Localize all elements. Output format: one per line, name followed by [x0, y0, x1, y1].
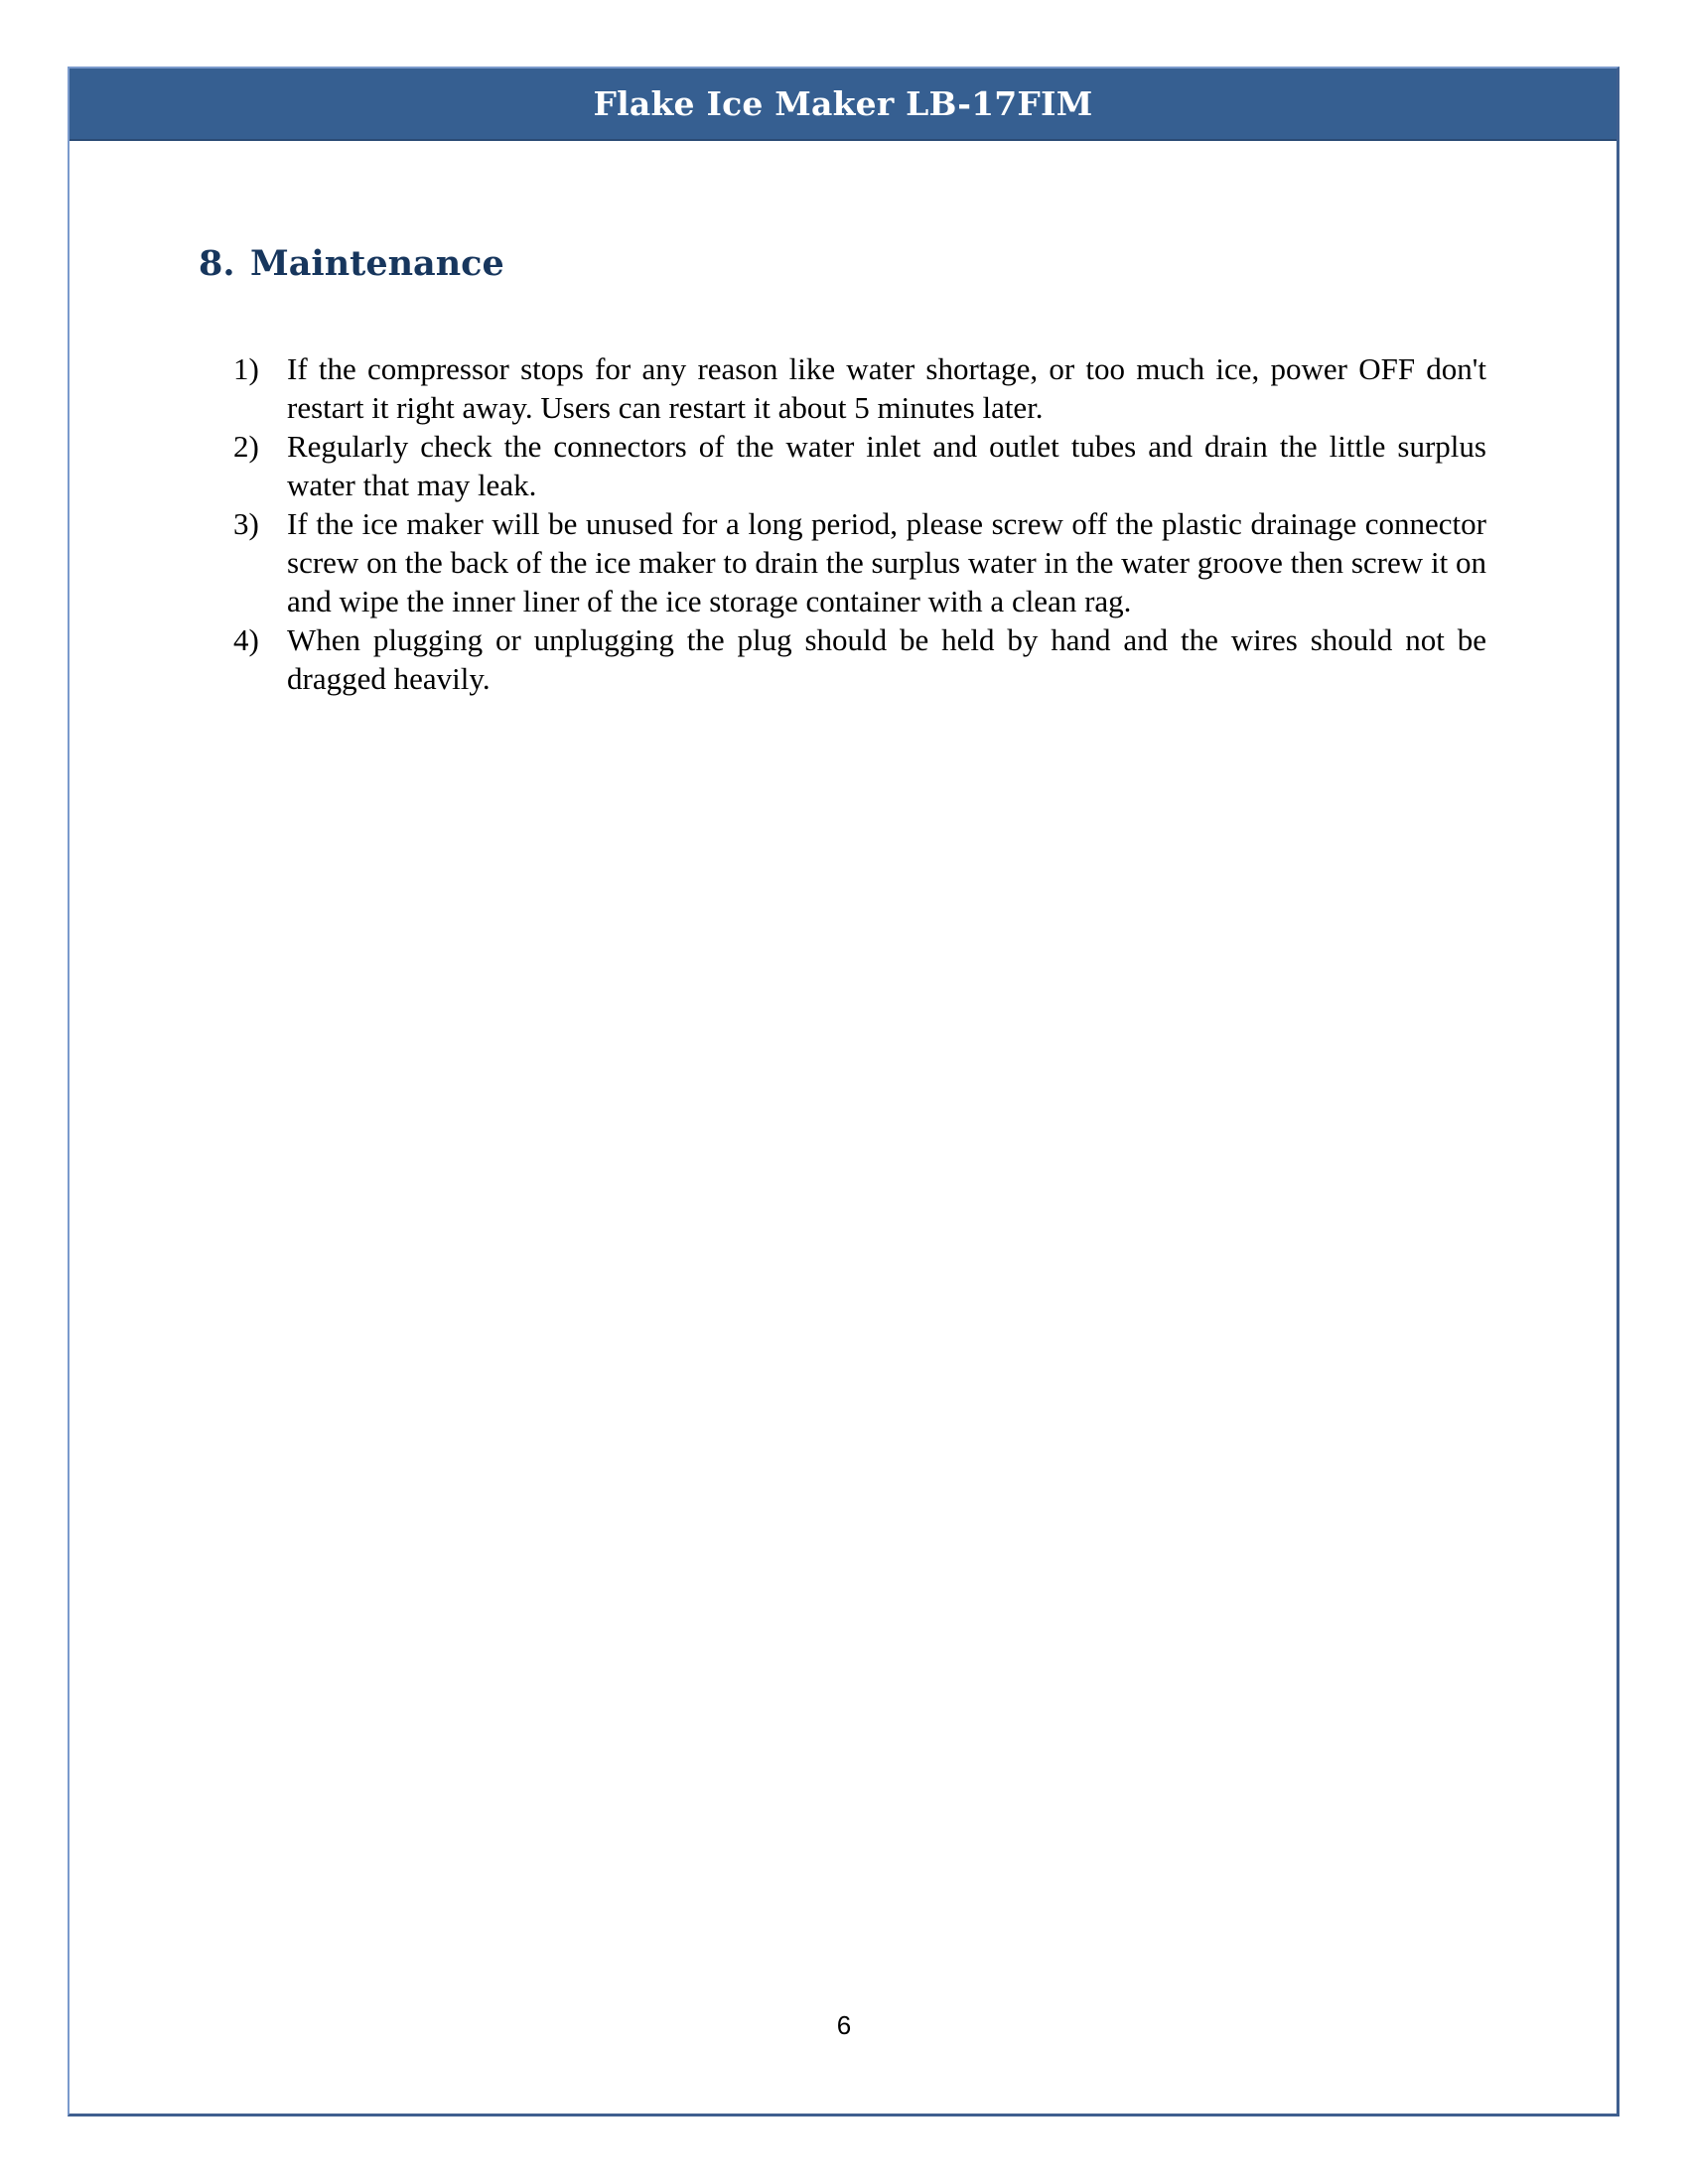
maintenance-list: [233, 349, 1486, 698]
section-title: Maintenance: [250, 243, 504, 284]
page-number: 6: [836, 2010, 852, 2040]
list-item: [233, 620, 1486, 698]
list-item: [233, 349, 1486, 427]
list-item: [233, 427, 1486, 504]
document-title: Flake Ice Maker LB-17FIM: [593, 84, 1093, 123]
list-item: [233, 504, 1486, 620]
list-item-marker: 4): [233, 622, 259, 657]
list-item-marker: 2): [233, 429, 259, 464]
header-bar: [70, 68, 1617, 141]
section-number: 8.: [199, 243, 235, 284]
list-item-text: If the ice maker will be unused for a long period, please screw off the plastic drainage connector screw on the back of the ice maker to drain the surplus water in the water groove then screw it on and wipe the inner liner of the ice storage container with a clean rag.: [287, 506, 1486, 618]
list-item-marker: 1): [233, 351, 259, 386]
list-item-text: If the compressor stops for any reason like water shortage, or too much ice, power OFF don't restart it right away. Users can restart it about 5 minutes later.: [287, 351, 1486, 425]
list-item-text: When plugging or unplugging the plug should be held by hand and the wires should not be dragged heavily.: [287, 622, 1486, 696]
section-heading: [199, 243, 504, 284]
list-item-text: Regularly check the connectors of the water inlet and outlet tubes and drain the little surplus water that may leak.: [287, 429, 1486, 502]
list-item-marker: 3): [233, 506, 259, 541]
